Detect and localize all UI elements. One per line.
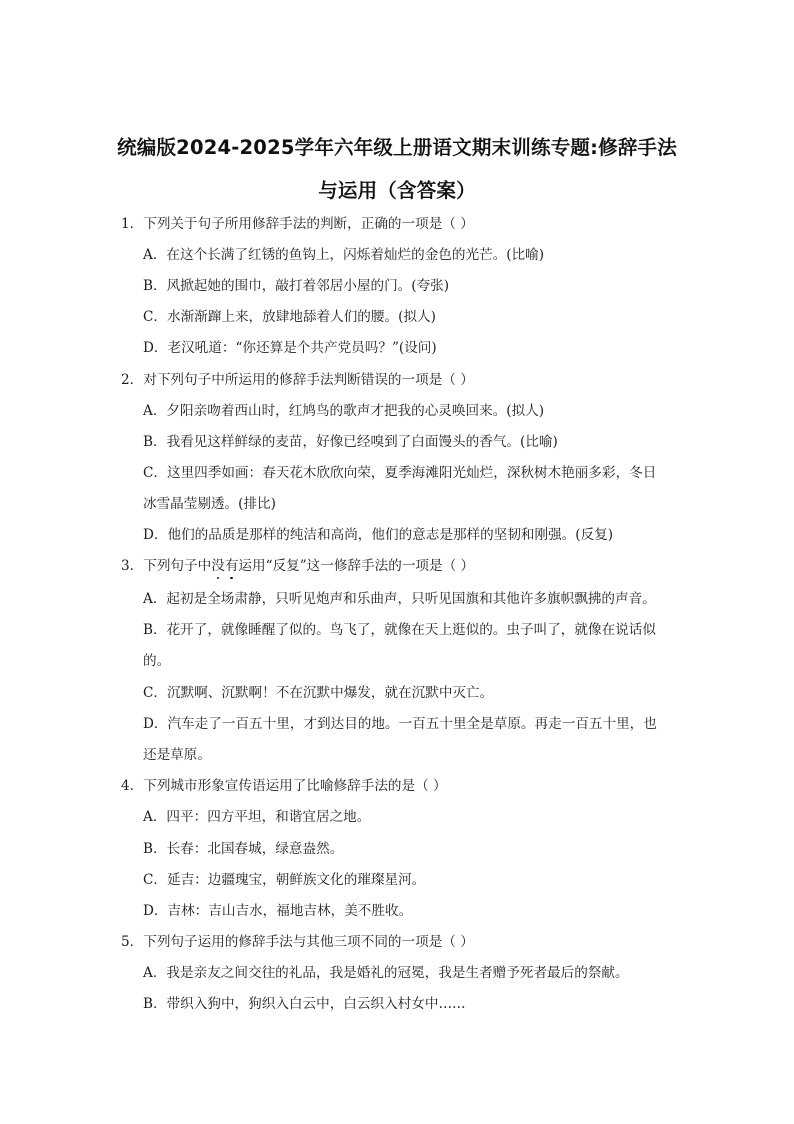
question-3-option-c: C．沉默啊、沉默啊！不在沉默中爆发，就在沉默中灭亡。 (143, 685, 494, 701)
document-title-line-1: 统编版2024-2025学年六年级上册语文期末训练专题:修辞手法 (117, 136, 677, 159)
question-4-option-b: B．长春：北国春城，绿意盎然。 (143, 841, 344, 857)
question-5-stem: 5．下列句子运用的修辞手法与其他三项不同的一项是（ ） (121, 934, 474, 950)
question-4-stem: 4．下列城市形象宣传语运用了比喻修辞手法的是（ ） (121, 778, 447, 794)
question-1-option-c: C．水渐渐蹿上来，放肆地舔着人们的腰。(拟人) (143, 309, 436, 325)
question-1-option-a: A．在这个长满了红锈的鱼钩上，闪烁着灿烂的金色的光芒。(比喻) (143, 247, 545, 263)
question-2-option-a: A．夕阳亲吻着西山时，红鸠鸟的歌声才把我的心灵唤回来。(拟人) (143, 403, 545, 419)
question-3-option-b-continued: 的。 (143, 653, 171, 669)
question-3-emphasis-mark: 有 (224, 558, 239, 574)
question-4-option-d: D．吉林：吉山吉水，福地吉林，美不胜收。 (143, 903, 413, 919)
question-1-option-d: D．老汉吼道：“你还算是个共产党员吗？”(设问) (143, 340, 437, 356)
question-2-option-c-continued: 冰雪晶莹剔透。(排比) (143, 496, 276, 512)
question-4-option-a: A．四平：四方平坦，和谐宜居之地。 (143, 809, 371, 825)
question-2-option-c: C．这里四季如画：春天花木欣欣向荣，夏季海滩阳光灿烂，深秋树木艳丽多彩，冬日 (143, 465, 657, 481)
question-3-option-a: A．起初是全场肃静，只听见炮声和乐曲声，只听见国旗和其他许多旗帜飘拂的声音。 (143, 591, 656, 607)
question-3-emphasis-mark: 没 (211, 558, 225, 574)
question-3-option-d: D．汽车走了一百五十里，才到达目的地。一百五十里全是草原。再走一百五十里，也 (143, 716, 657, 732)
question-5-option-b: B．带织入狗中，狗织入白云中，白云织入村女中…… (143, 996, 466, 1012)
question-4-option-c: C．延吉：边疆瑰宝，朝鲜族文化的璀璨星河。 (143, 872, 426, 888)
document-title-line-2: 与运用（含答案） (318, 179, 476, 202)
question-2-option-b: B．我看见这样鲜绿的麦苗，好像已经嗅到了白面馒头的香气。(比喻) (143, 434, 558, 450)
question-1-option-b: B．风掀起她的围巾，敲打着邻居小屋的门。(夸张) (143, 278, 450, 294)
question-2-stem: 2．对下列句子中所运用的修辞手法判断错误的一项是（ ） (121, 372, 474, 388)
question-3-stem (121, 557, 474, 575)
question-3-option-b: B．花开了，就像睡醒了似的。鸟飞了，就像在天上逛似的。虫子叫了，就像在说话似 (143, 622, 656, 638)
question-3-stem-suffix: 运用“反复”这一修辞手法的一项是（ ） (238, 558, 475, 574)
question-5-option-a: A．我是亲友之间交往的礼品，我是婚礼的冠冕，我是生者赠予死者最后的祭献。 (143, 965, 629, 981)
question-3-option-d-continued: 还是草原。 (143, 747, 211, 763)
question-2-option-d: D．他们的品质是那样的纯洁和高尚，他们的意志是那样的坚韧和刚强。(反复) (143, 527, 614, 543)
question-1-stem: 1．下列关于句子所用修辞手法的判断，正确的一项是（ ） (121, 216, 474, 232)
question-3-stem-prefix: 3．下列句子中 (121, 558, 212, 574)
